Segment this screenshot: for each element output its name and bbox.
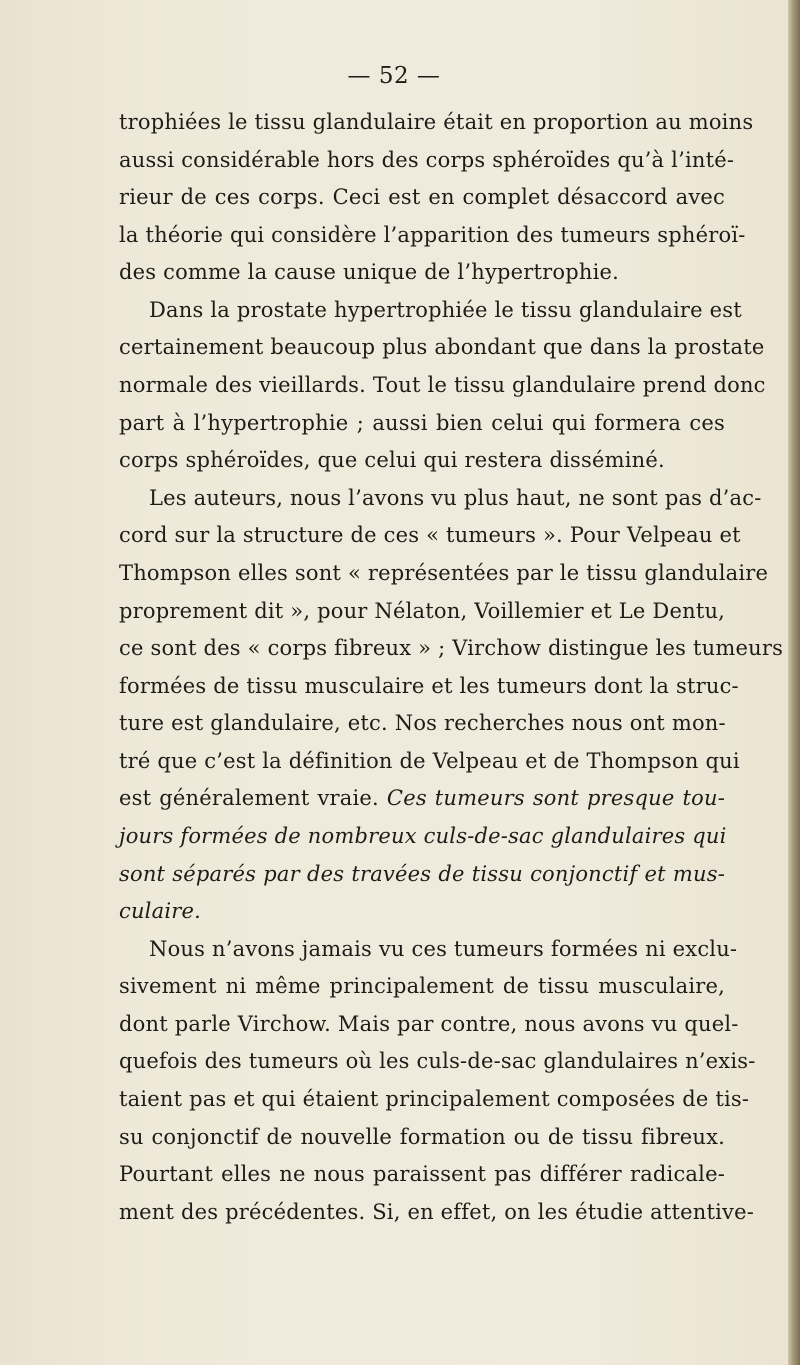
- text-line: sivement ni même principalement de tissu musculaire,: [119, 974, 725, 999]
- text-line: Dans la prostate hypertrophiée le tissu glandulaire est: [149, 297, 742, 322]
- page-edge: [788, 0, 800, 1365]
- text-line: ment des précédentes. Si, en effet, on les étudie attentive-: [119, 1199, 755, 1224]
- text-line: part à l’hypertrophie ; aussi bien celui qui formera ces: [119, 410, 725, 435]
- text-line: corps sphéroïdes, que celui qui restera disséminé.: [119, 448, 665, 473]
- text-line: ture est glandulaire, etc. Nos recherches nous ont mon-: [119, 711, 726, 736]
- text-line: Pourtant elles ne nous paraissent pas différer radicale-: [119, 1162, 725, 1187]
- text-line: taient pas et qui étaient principalement composées de tis-: [119, 1087, 750, 1112]
- page-number: — 52 —: [347, 63, 441, 89]
- text-line: su conjonctif de nouvelle formation ou de tissu fibreux.: [119, 1124, 725, 1149]
- text-line: Thompson elles sont « représentées par le tissu glandulaire: [119, 560, 769, 585]
- text-italic: Ces tumeurs sont presque tou-: [386, 786, 725, 811]
- text-line: formées de tissu musculaire et les tumeurs dont la struc-: [119, 673, 739, 698]
- text-line: trophiées le tissu glandulaire était en proportion au moins: [119, 110, 754, 134]
- text-line: des comme la cause unique de l’hypertrophie.: [119, 260, 620, 285]
- text-line-mixed: [119, 780, 725, 818]
- text-line: proprement dit », pour Nélaton, Voillemier et Le Dentu,: [119, 598, 726, 623]
- text-line-italic: sont séparés par des travées de tissu conjonctif et mus-: [119, 861, 725, 886]
- body-text: [119, 104, 784, 1231]
- text-line: normale des vieillards. Tout le tissu glandulaire prend donc: [119, 373, 766, 398]
- text-line: dont parle Virchow. Mais par contre, nous avons vu quel-: [119, 1011, 739, 1036]
- text-line: cord sur la structure de ces « tumeurs ». Pour Velpeau et: [119, 523, 741, 548]
- text-line-italic: culaire.: [119, 899, 201, 924]
- text-line: Nous n’avons jamais vu ces tumeurs formées ni exclu-: [149, 936, 738, 961]
- text-line: tré que c’est la définition de Velpeau et de Thompson qui: [119, 748, 740, 773]
- text-line: rieur de ces corps. Ceci est en complet désaccord avec: [119, 185, 725, 210]
- text-line: quefois des tumeurs où les culs-de-sac glandulaires n’exis-: [119, 1049, 756, 1074]
- text-line-italic: jours formées de nombreux culs-de-sac glandulaires qui: [119, 823, 727, 848]
- text-line: ce sont des « corps fibreux » ; Virchow distingue les tumeurs: [119, 636, 784, 661]
- text-line: certainement beaucoup plus abondant que dans la prostate: [119, 335, 765, 360]
- text-line: la théorie qui considère l’apparition des tumeurs sphéroï-: [119, 222, 746, 247]
- text-roman: est généralement vraie.: [119, 786, 379, 811]
- text-line: aussi considérable hors des corps sphéroïdes qu’à l’inté-: [119, 147, 735, 172]
- text-line: Les auteurs, nous l’avons vu plus haut, ne sont pas d’ac-: [149, 485, 762, 510]
